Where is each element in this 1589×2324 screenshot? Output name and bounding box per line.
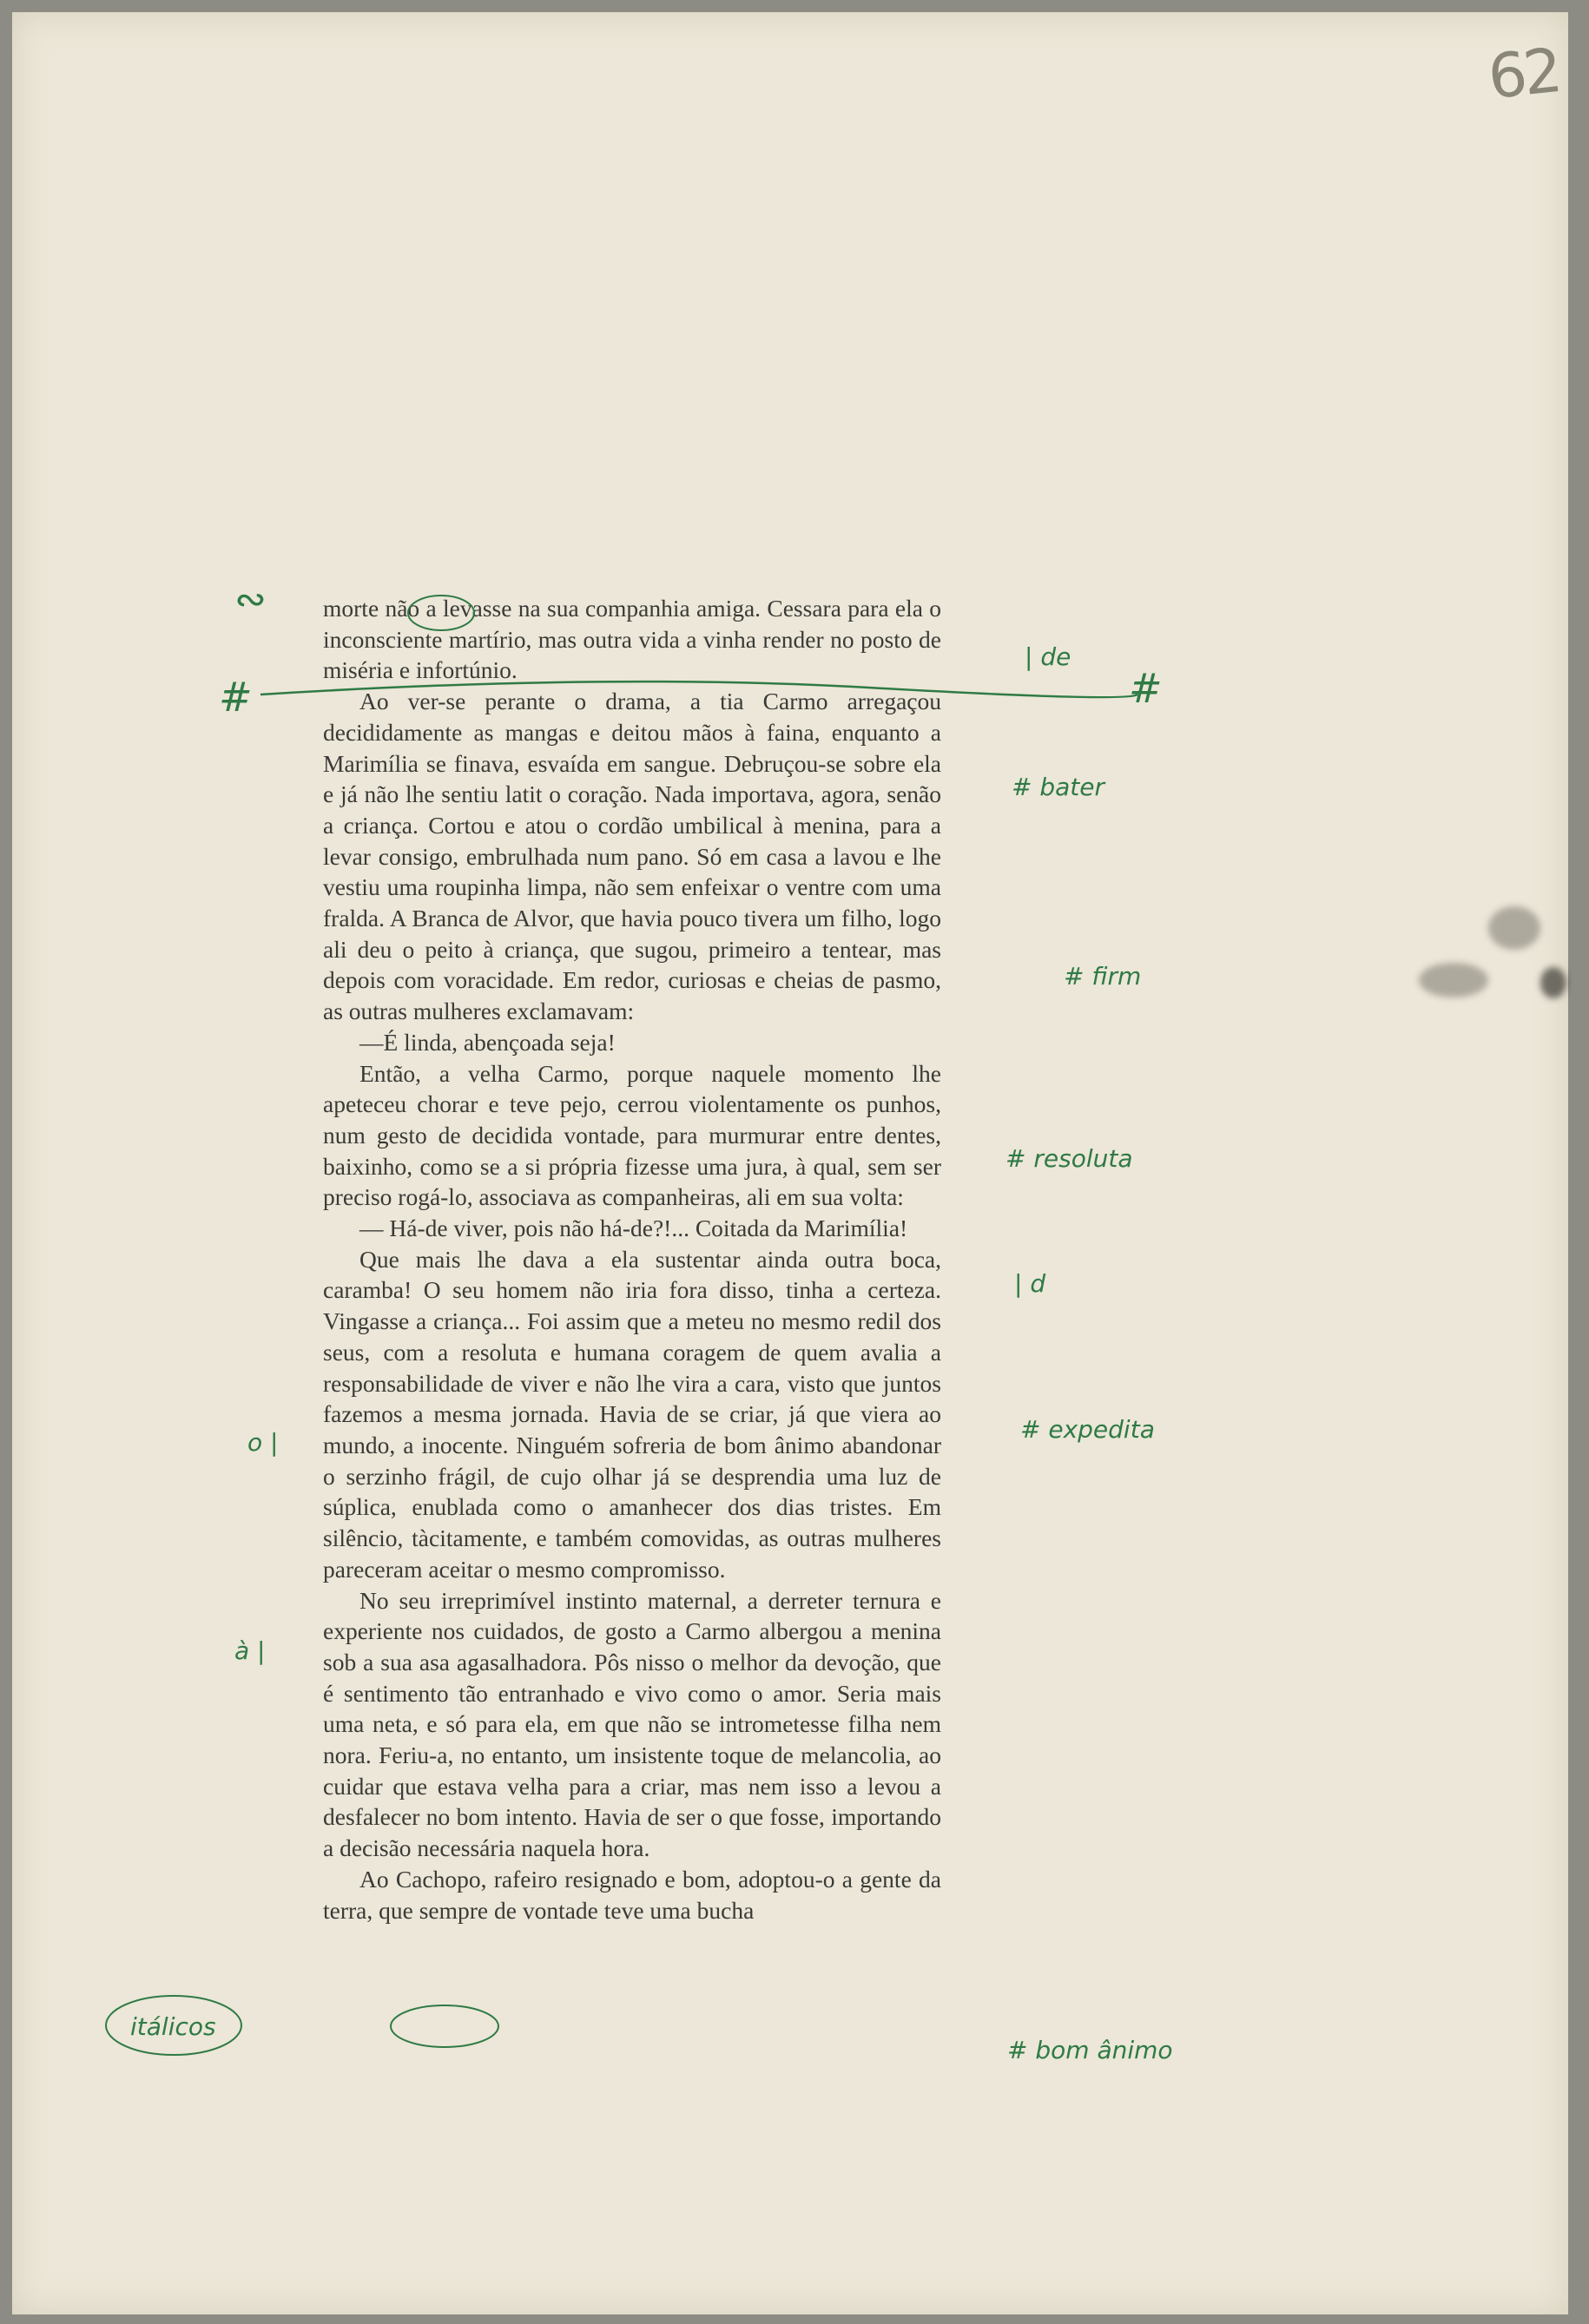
ink-smudge (1540, 967, 1566, 998)
margin-note-expedita: # expedita (1020, 1415, 1155, 1444)
margin-note-italicos: itálicos (130, 2012, 216, 2041)
dialogue-line: —É linda, abençoada seja! (359, 1028, 616, 1056)
body-text (323, 593, 941, 1926)
margin-note-bater: # bater (1012, 773, 1105, 801)
margin-note-al: à | (234, 1636, 266, 1665)
ink-smudge (1488, 906, 1540, 950)
dialogue-line: — Há-de viver, pois não há-de?!... Coitada da Marimília! (359, 1215, 908, 1242)
paragraph: Ao ver-se perante o drama, a tia Carmo arregaçou decididamente as mangas e deitou mãos à faina, enquanto a Marimília se finava, esvaída em sangue. Debruçou-se sobre ela e já não lhe sentiu latit o coração. Nada importava, agora, senão a criança. Cortou e atou o cordão umbilical à menina, para a levar consigo, embrulhada num pano. Só em casa a lavou e lhe vestiu uma roupinha limpa, não sem enfeixar o ventre com uma fralda. A Branca de Alvor, que havia pouco tivera um filho, logo ali deu o peito à criança, que sugou, primeiro a tentear, mas depois com voracidade. Em redor, curiosas e cheias de pasmo, as outras mulheres exclamavam: (323, 688, 941, 1025)
paragraph: Que mais lhe dava a ela sustentar ainda outra boca, caramba! O seu homem não iria fora disso, tinha a certeza. Vingasse a criança... Foi assim que a meteu no mesmo redil dos seus, com a resoluta e humana coragem de quem avalia a responsabilidade de viver e não lhe vira a cara, visto que juntos fazemos a mesma jornada. Havia de se criar, já que viera ao mundo, a inocente. Ninguém sofreria de bom ânimo abandonar o serzinho frágil, de cujo olhar já se desprendia uma luz de súplica, enublada como o amanhecer dos dias tristes. Em silêncio, tàcitamente, e também comovidas, as outras mulheres pareceram aceitar o mesmo compromisso. (323, 1245, 941, 1583)
hash-left-mark: # (219, 674, 253, 721)
paragraph: Então, a velha Carmo, porque naquele momento lhe apeteceu chorar e teve pejo, cerrou violentamente os punhos, num gesto de decidida vontade, para murmurar entre dentes, baixinho, como se a si própria fizesse uma jura, à qual, sem ser preciso rogá-lo, associava as companheiras, ali em sua volta: (323, 1059, 941, 1211)
page-number: 62 (1484, 34, 1563, 114)
paragraph: Ao Cachopo, rafeiro resignado e bom, adoptou-o a gente da terra, que sempre de vontade teve uma bucha (323, 1865, 941, 1924)
hash-right-mark: # (1129, 665, 1163, 712)
ink-smudge (1419, 963, 1488, 997)
margin-note-d: | d (1014, 1269, 1046, 1298)
paragraph: No seu irreprimível instinto maternal, a derreter ternura e experiente nos cuidados, de gosto a Carmo albergou a menina sob a sua asa agasalhadora. Pôs nisso o melhor da devoção, que é sentimento tão entranhado e vivo como o amor. Seria mais uma neta, e só para ela, em que não se intrometesse filha nem nora. Feriu-a, no entanto, um insistente toque de melancolia, ao cuidar que estava velha para a criar, mas nem isso a levou a desfalecer no bom intento. Havia de ser o que fosse, importando a decisão necessária naquela hora. (323, 1586, 941, 1862)
paragraph: morte não a levasse na sua companhia amiga. Cessara para ela o inconsciente martírio, mas outra vida a vinha render no posto de miséria e infortúnio. (323, 595, 941, 684)
margin-note-firm: # firm (1064, 962, 1142, 991)
margin-note-ol: o | (247, 1428, 279, 1457)
transpose-mark: ∾ (234, 577, 267, 622)
margin-note-bom-animo: # bom ânimo (1007, 2036, 1173, 2064)
margin-note-de: | de (1025, 642, 1071, 671)
margin-note-resoluta: # resoluta (1005, 1144, 1133, 1173)
